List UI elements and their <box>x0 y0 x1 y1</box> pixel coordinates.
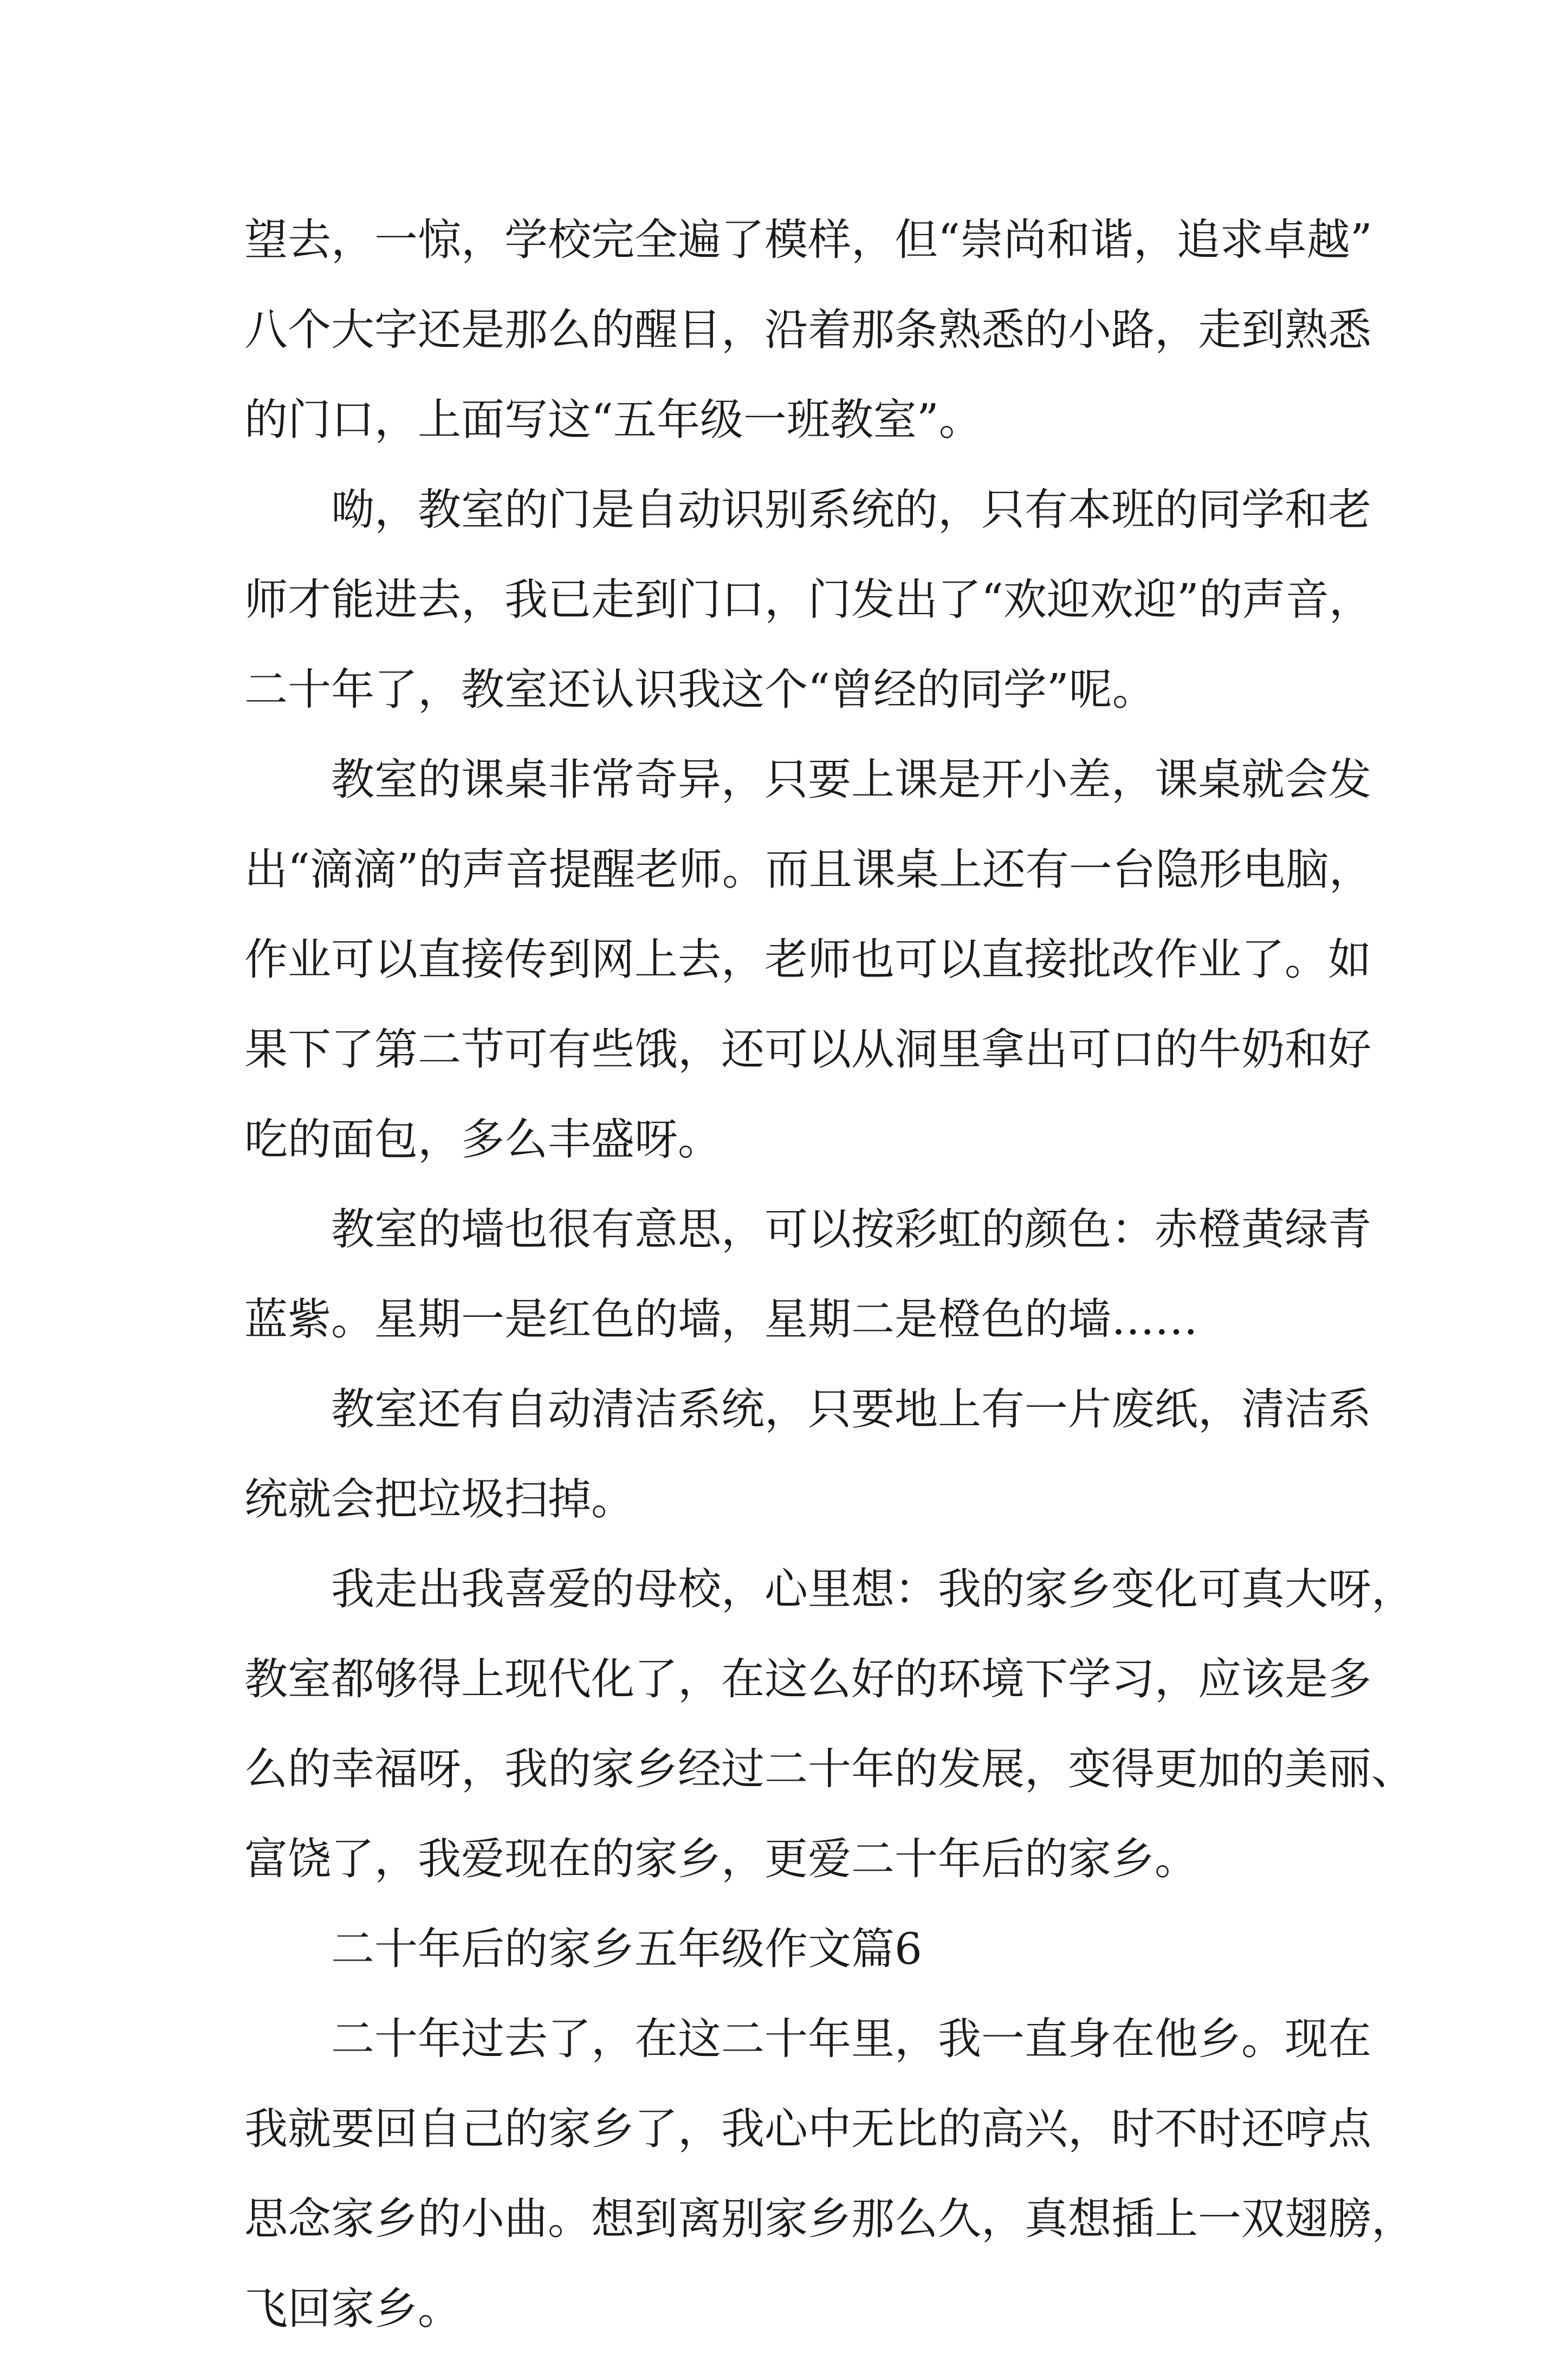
text-line: 出“滴滴”的声音提醒老师。而且课桌上还有一台隐形电脑， <box>244 844 1372 895</box>
text-line: 的门口，上面写这“五年级一班教室”。 <box>244 395 982 445</box>
text-line: 呦，教室的门是自动识别系统的，只有本班的同学和老 <box>331 484 1371 535</box>
text-line: 我就要回自己的家乡了，我心中无比的高兴，时不时还哼点 <box>244 2104 1371 2154</box>
text-line: 教室的课桌非常奇异，只要上课是开小差，课桌就会发 <box>331 754 1371 805</box>
text-line: 八个大字还是那么的醒目，沿着那条熟悉的小路，走到熟悉 <box>244 305 1371 355</box>
text-line: 么的幸福呀，我的家乡经过二十年的发展，变得更加的美丽、 <box>244 1744 1415 1794</box>
text-line: 二十年了，教室还认识我这个“曾经的同学”呢。 <box>244 664 1156 715</box>
text-line: 望去，一惊，学校完全遍了模样，但“崇尚和谐，追求卓越” <box>244 215 1372 265</box>
text-line: 富饶了，我爱现在的家乡，更爱二十年后的家乡。 <box>244 1834 1198 1884</box>
text-line: 统就会把垃圾扫掉。 <box>244 1474 634 1524</box>
text-line: 蓝紫。星期一是红色的墙，星期二是橙色的墙…… <box>244 1294 1198 1344</box>
document-body <box>244 195 1415 2354</box>
text-line: 吃的面包，多么丰盛呀。 <box>244 1114 721 1165</box>
section-heading: 二十年后的家乡五年级作文篇6 <box>331 1924 922 1974</box>
text-line: 教室的墙也很有意思，可以按彩虹的颜色：赤橙黄绿青 <box>331 1204 1371 1254</box>
text-line: 思念家乡的小曲。想到离别家乡那么久，真想插上一双翅膀， <box>244 2194 1415 2244</box>
text-line: 师才能进去，我已走到门口，门发出了“欢迎欢迎”的声音， <box>244 574 1372 625</box>
text-line: 飞回家乡。 <box>244 2284 461 2334</box>
text-line: 作业可以直接传到网上去，老师也可以直接批改作业了。如 <box>244 934 1371 985</box>
text-line: 果下了第二节可有些饿，还可以从洞里拿出可口的牛奶和好 <box>244 1024 1371 1075</box>
text-line: 教室还有自动清洁系统，只要地上有一片废纸，清洁系 <box>331 1384 1371 1434</box>
text-line: 二十年过去了，在这二十年里，我一直身在他乡。现在 <box>331 2014 1371 2064</box>
text-line: 我走出我喜爱的母校，心里想：我的家乡变化可真大呀， <box>331 1564 1415 1614</box>
text-line: 教室都够得上现代化了，在这么好的环境下学习，应该是多 <box>244 1654 1371 1704</box>
